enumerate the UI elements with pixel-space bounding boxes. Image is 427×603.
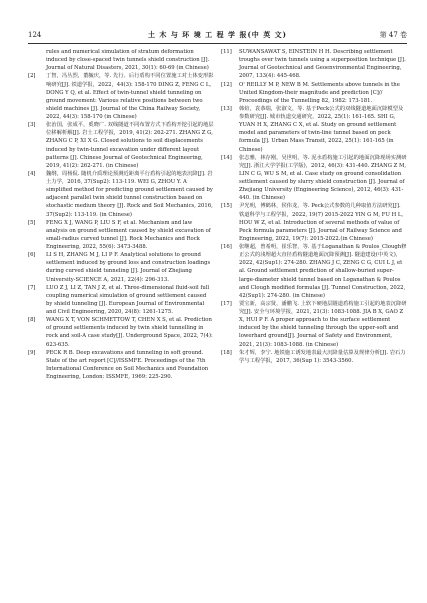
reference-text: 魏纲，周杨侃. 随机介质理论预测近距离平行盾构引起的地表沉降[J]. 岩土力学，2016, 37(Sup2): 113-119. WEI G, ZHOU Y. A simplified method for predicting ground settlement caused by adjacent parallel twin shield tunnel construction based on stochastic medium theory [J]. Rock and Soil Mechanics, 2016, 37(Sup2): 113-119. (in Chinese) <box>46 170 213 218</box>
reference-number: [14] <box>221 154 232 161</box>
reference-entry <box>28 170 214 219</box>
reference-text: rules and numerical simulation of stratum deformation induced by close-spaced twin tunnels shield construction [J]. Journal of Natural Disasters, 2021, 30(1): 60-69 (in Chinese) <box>46 49 210 72</box>
reference-text: LI S H, ZHANG M J, LI P F. Analytical solutions to ground settlement induced by ground loss and construction loadings during curved shield tunneling [J]. Journal of Zhejiang University-SCIENCE A, 2021, 22(4): 296-313. <box>46 252 211 283</box>
reference-text: 朱才辉，李宁. 地铁施工诱发地表最大沉降量估算及规律分析[J]. 岩石力学与工程学报，2017, 36(Sup 1): 3543-3560. <box>239 349 406 364</box>
reference-entry <box>28 284 214 317</box>
reference-text: 韩煊，袁恭瑞，张淑文，等. 基于Peck公式的双线隧道地面沉降模型及参数研究[J]. 城市轨道交通研究，2022, 25(1): 161-165. SHI G, YUAN H X, ZHANG C X, et al. Study on ground settlement model and parameters of twin-line tunnel based on peck formula [J]. Urban Mass Transit, 2022, 25(1): 161-165 (in Chinese) <box>239 105 404 153</box>
reference-number: [13] <box>221 105 232 112</box>
reference-text: 丁智，冯丛烈，董毓庆，等. 先行、后行盾构不同位置施工对土体变形影响研究[J]. 铁道学报，2022，44(3): 158-170 DING Z, FENG C L, DONG Y Q, et al. Effect of twin-tunnel shield tunneling on ground movement: Various relative positions between two shield machines [J]. Journal of the China Railway Society, 2022, 44(3): 158-170 (in Chinese) <box>46 73 214 120</box>
reference-entry <box>221 300 407 349</box>
reference-entry <box>28 349 214 382</box>
reference-entry <box>28 121 214 170</box>
reference-number: [8] <box>28 317 36 324</box>
reference-text: 贾宝新，高宗贤，潘鹏飞. 上软下硬地层隧道盾构施工引起的地表沉降研究[J]. 安全与环境学报，2021, 21(3): 1083-1088. JIA B X, GAO Z X, HUI P F. A proper approach to the surface settlement induced by the shield tunneling through the upper-soft and lowerhard ground[J]. Journal of Safety and Environment, 2021, 21(3): 1083-1088. (in Chinese) <box>239 300 407 348</box>
reference-number: [5] <box>28 219 36 226</box>
reference-number: [2] <box>28 73 36 80</box>
volume-label: 第 47 卷 <box>379 31 407 39</box>
reference-text: O' REILLY M P, NEW B M. Settlements above tunnels in the United Kingdom-their magnitude and prediction [C]// Proceedings of the Tunnelling 82, 1982: 173-181. <box>239 81 400 104</box>
reference-text: 张继超，曾希明，崔乐智，等. 基于Loganathan & Poulos_Clough修正公式的浅埋超大直径盾构隧道地面沉降预测[J]. 隧道建设(中英文)，2022, 42(Sup1): 274-280. ZHANG J C, ZENG C G, CUI L J, et al. Ground settlement prediction of shallow-buried super-large-diameter shield tunnel based on Loganathan & Poulos and Clough modified formulas [J]. Tunnel Construction, 2022, 42(Sup1): 274-280. (in Chinese) <box>239 244 407 299</box>
reference-text: WANG X T, VON SCHMETTOW T, CHEN X S, et al. Prediction of ground settlements induced by twin shield tunnelling in rock and soil-A case study[J]. Underground Space, 2022, 7(4): 623-635. <box>46 317 213 348</box>
reference-number: [11] <box>221 49 232 55</box>
reference-entry <box>221 349 407 365</box>
reference-number: [3] <box>28 122 36 129</box>
reference-number: [9] <box>28 349 36 356</box>
reference-entry <box>28 316 214 349</box>
reference-entry <box>28 219 214 252</box>
journal-title: 土 木 与 环 境 工 程 学 报(中 英 文) <box>148 30 287 39</box>
reference-entry <box>221 202 407 243</box>
reference-number: [17] <box>221 300 232 307</box>
reference-number: [7] <box>28 284 36 291</box>
reference-entry <box>221 243 407 300</box>
reference-entry <box>46 48 214 72</box>
reference-number: [4] <box>28 170 36 177</box>
reference-number: [16] <box>221 244 232 250</box>
reference-entry <box>28 72 214 121</box>
header-rule <box>28 43 407 44</box>
reference-entry <box>28 251 214 284</box>
reference-text: 尹光明，傅鹤林，侯伟龙，等. Peck公式参数的几种取值方法研究[J]. 铁道科学与工程学报，2022, 19(7) 2015-2022 YIN G M, FU H L, HOU W Z, et al. Introduction of several methods of value of Peck formula parameters [J]. Journal of Railway Science and Engineering, 2022, 19(7): 2015-2022.(in Chinese) <box>239 203 404 242</box>
reference-entry <box>221 154 407 203</box>
reference-text: 张治国，张成平，奚晓广. 双线隧道不同布置方式下盾构开挖引起的地层位移解析解[J]. 岩土工程学报，2019, 41(2): 262-271. ZHANG Z G, ZHANG C P, XI X G. Closed solutions to soil displacements induced by twin-tunnel excavation under different layout patterns [J]. Chinese Journal of Geotechnical Engineering, 2019, 41(2): 262-271. (in Chinese) <box>46 122 214 169</box>
reference-text: LUO Z J, LI Z, TAN J Z, et al. Three-dimensional fluid-soil full coupling numerical simulation of ground settlement caused by shield tunneling [J]. European Journal of Environmental and Civil Engineering, 2020, 24(8): 1261-1275. <box>46 284 210 315</box>
reference-column-right <box>221 48 407 365</box>
reference-entry <box>221 48 407 81</box>
reference-number: [15] <box>221 203 232 210</box>
reference-number: [12] <box>221 81 232 88</box>
reference-text: FENG X J, WANG P, LIU S F, et al. Mechanism and law analysis on ground settlement caused by shield excavation of small-radius curved tunnel [J]. Rock Mechanics and Rock Engineering, 2022, 55(6): 3473-3488. <box>46 219 211 250</box>
reference-entry <box>221 105 407 154</box>
reference-entry <box>221 81 407 105</box>
reference-text: 张志雅，林存刚，吴世明，等. 泥水盾构施工引起的地面沉降现场实测研究[J]. 浙江大学学报(工学版)，2012, 46(3): 431-440. ZHANG Z M, LIN C G, WU S M, et al. Case study on ground consolidation settlement caused by slurry shield construction [J]. Journal of Zhejiang University (Engineering Science), 2012, 46(3): 431-440. (in Chinese) <box>239 154 407 202</box>
page-number: 124 <box>28 31 42 39</box>
reference-text: PECK R B. Deep excavations and tunneling in soft ground. State of the art report [C]//ISSMFE. Proceedings of the 7th International Conference on Soil Mechanics and Foundation Engineering, London: ISSMFE, 1969: 225-290. <box>46 349 209 380</box>
reference-text: SUWANSAWAT S, EINSTEIN H H. Describing settlement troughs over twin tunnels using a superposition technique [J]. Journal of Geotechnical and Geoenvironmental Engineering, 2007, 133(4): 445-468. <box>239 49 406 80</box>
reference-column-left <box>28 48 214 381</box>
reference-number: [18] <box>221 349 232 356</box>
reference-number: [6] <box>28 252 36 259</box>
running-header <box>28 30 407 42</box>
